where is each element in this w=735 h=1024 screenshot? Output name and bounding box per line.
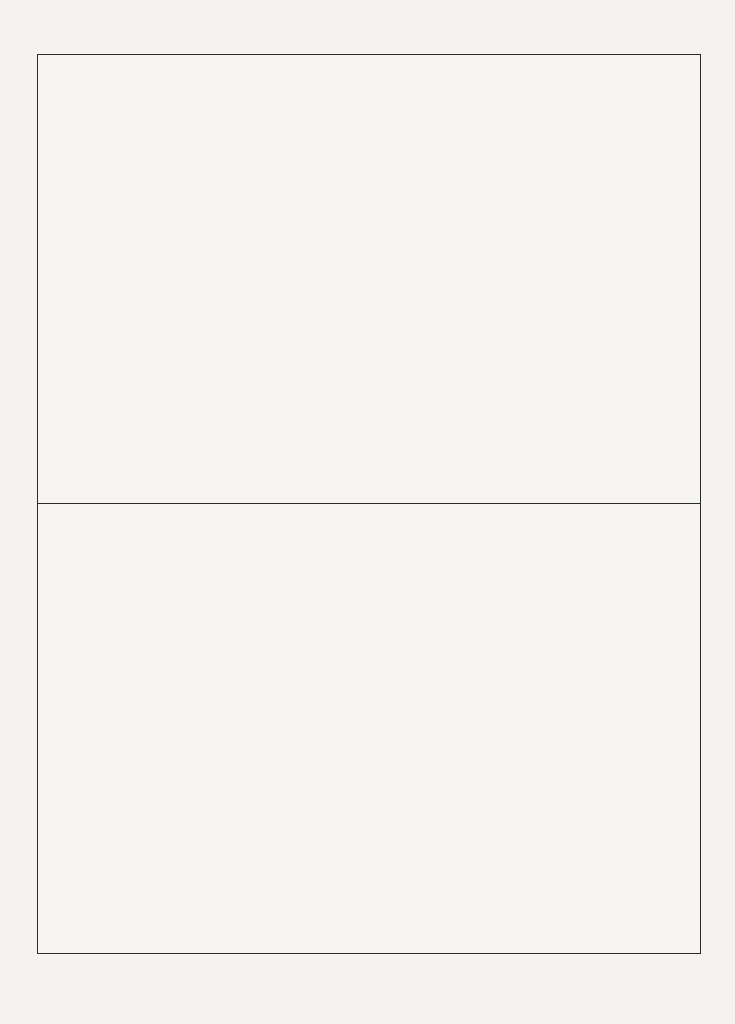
roster-table-bottom: [37, 504, 701, 954]
roster-table-top: [37, 54, 701, 504]
roster-tables: [37, 54, 701, 954]
